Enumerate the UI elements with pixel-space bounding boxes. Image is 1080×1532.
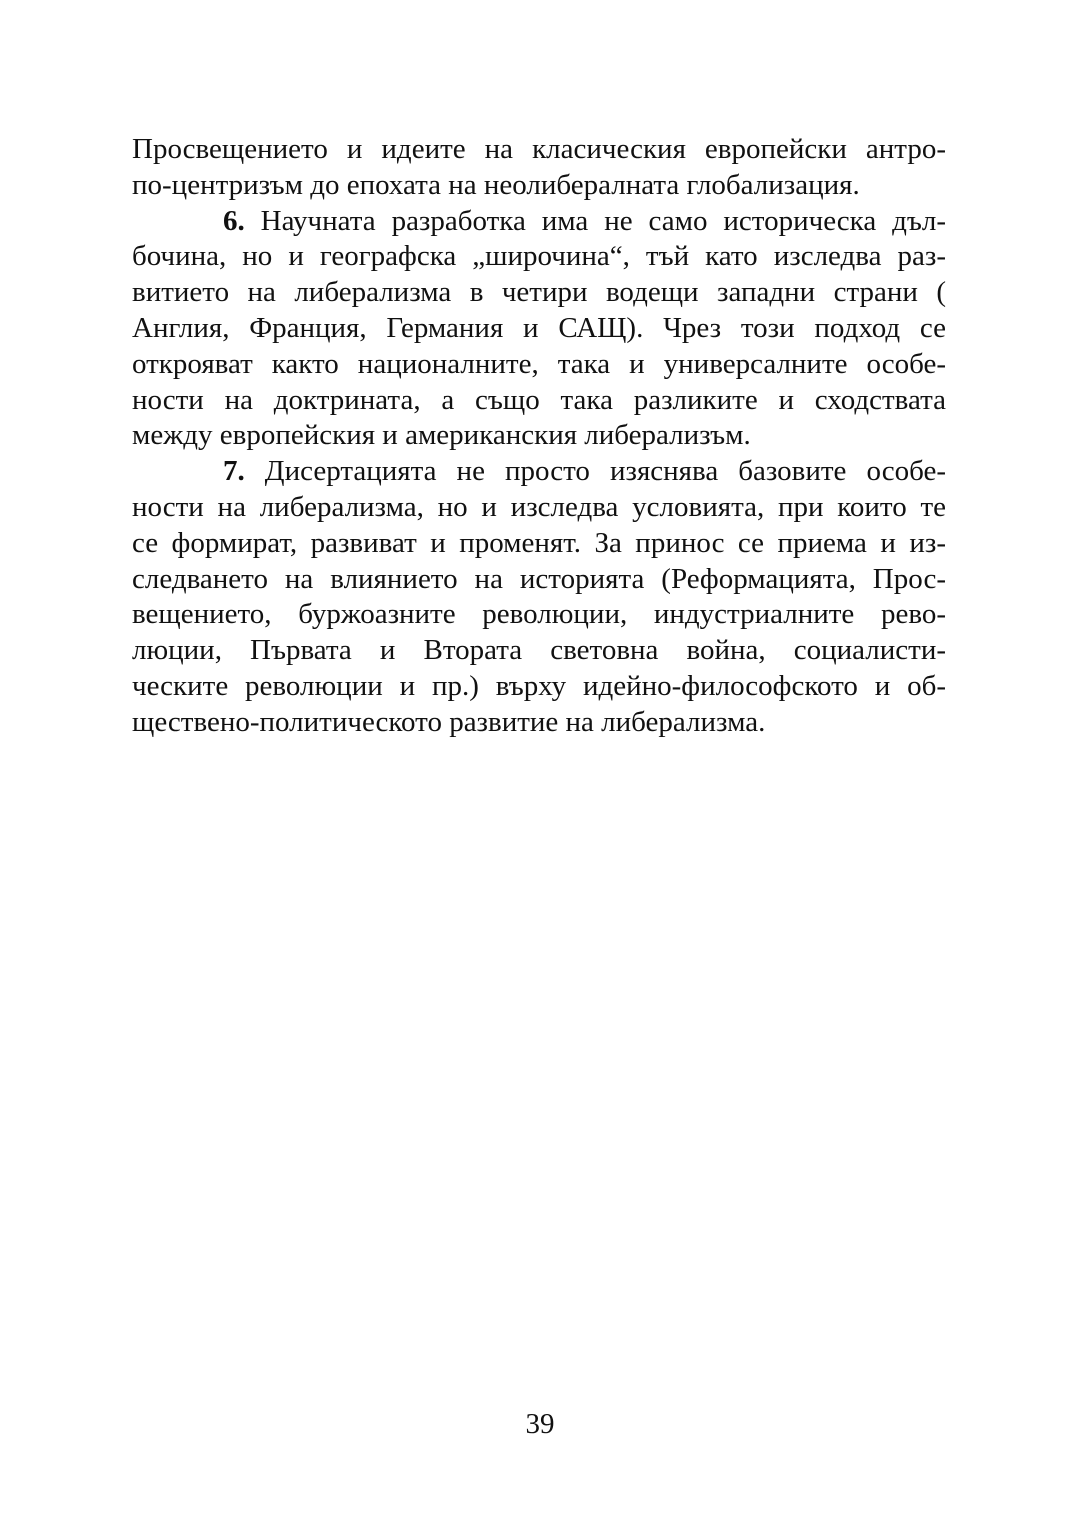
- paragraph-6: [132, 204, 946, 455]
- text-line: люции, Първата и Втората световна война, социалисти-: [132, 634, 946, 667]
- text-line: ности на либерализма, но и изследва условията, при които те: [132, 490, 946, 523]
- paragraph-first-line: Дисертацията не просто изяснява базовите особе-: [244, 455, 946, 488]
- text-line: Просвещението и идеите на класическия европейски антро-: [132, 133, 946, 165]
- paragraph-first-line: Научната разработка има не само историческа дъл-: [244, 204, 946, 237]
- text-line: вещението, буржоазните революции, индустриалните рево-: [132, 598, 946, 631]
- text-line: бочина, но и географска „широчина“, тъй като изследва раз-: [132, 240, 946, 273]
- text-line: [132, 454, 946, 490]
- paragraph-intro: [132, 132, 946, 204]
- text-line: се формират, развиват и променят. За принос се приема и из-: [132, 526, 946, 559]
- page-number: 39: [525, 1408, 555, 1440]
- text-line: витието на либерализма в четири водещи западни страни (: [132, 276, 946, 309]
- text-line: ществено-политическото развитие на либерализма.: [132, 705, 766, 738]
- text-line: следването на влиянието на историята (Реформацията, Прос-: [132, 562, 946, 595]
- text-line: по-центризъм до епохата на неолибералната глобализация.: [132, 168, 860, 201]
- text-line: ческите революции и пр.) върху идейно-философското и об-: [132, 669, 946, 702]
- paragraph-number: 7.: [223, 455, 245, 488]
- text-line: [132, 204, 946, 240]
- text-line: открояват както националните, така и универсалните особе-: [132, 347, 946, 380]
- text-line: Англия, Франция, Германия и САЩ). Чрез този подход се: [132, 311, 946, 344]
- text-line: между европейския и американския либерализъм.: [132, 419, 751, 452]
- paragraph-7: [132, 454, 946, 740]
- text-line: ности на доктрината, а също така разликите и сходствата: [132, 383, 946, 416]
- page-body: [132, 132, 946, 741]
- paragraph-number: 6.: [223, 204, 245, 237]
